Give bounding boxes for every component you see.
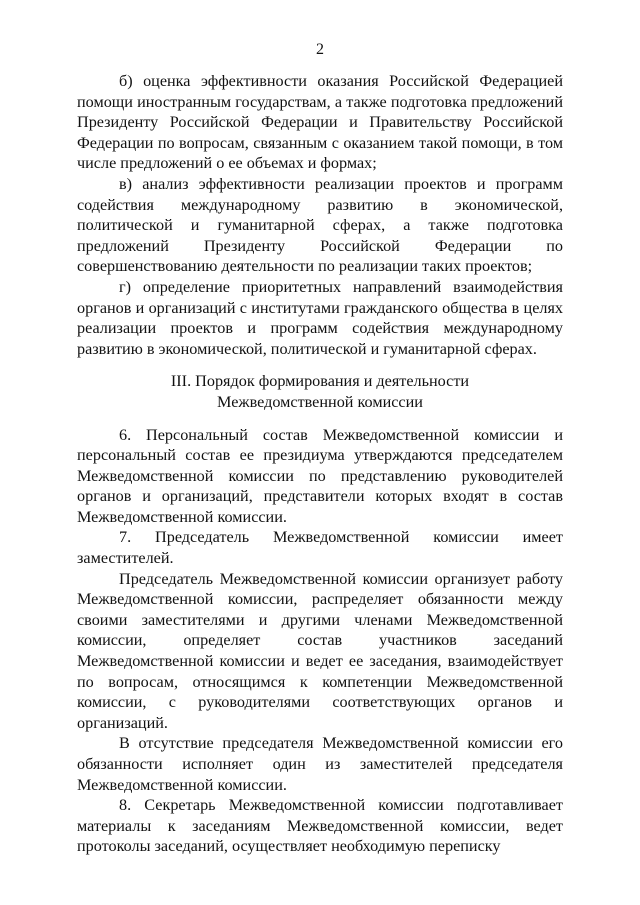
paragraph-7: 7. Председатель Межведомственной комиссии имеет заместителей. bbox=[77, 528, 563, 568]
paragraph-chairman-duties: Председатель Межведомственной комиссии организует работу Межведомственной комиссии, распределяет обязанности между своими заместителями и другими членами Межведомственной комиссии, определяет состав участников заседаний Межведомственной комиссии и ведет ее заседания, взаимодействует по вопросам, относящимся к компетенции Межведомственной комиссии, с руководителями соответствующих органов и организаций. bbox=[77, 569, 563, 732]
paragraph-b: б) оценка эффективности оказания Российской Федерацией помощи иностранным государствам, а также подготовка предложений Президенту Российской Федерации и Правительству Российской Федерации по вопросам, связанным с оказанием такой помощи, в том числе предложений о ее объемах и формах; bbox=[77, 72, 563, 173]
paragraph-v: в) анализ эффективности реализации проектов и программ содействия международному развитию в экономической, политической и гуманитарной сферах, а также подготовка предложений Президенту Российской Федерации по совершенствованию деятельности по реализации таких проектов; bbox=[77, 174, 563, 276]
document-body bbox=[77, 71, 563, 857]
section-heading-line-2: Межведомственной комиссии bbox=[217, 392, 423, 411]
section-heading-line-1: III. Порядок формирования и деятельности bbox=[170, 372, 470, 391]
paragraph-g: г) определение приоритетных направлений взаимодействия органов и организаций с институтами гражданского общества в целях реализации проектов и программ содействия международному развитию в экономической, политической и гуманитарной сферах. bbox=[77, 277, 563, 358]
page-number: 2 bbox=[316, 41, 324, 58]
section-heading bbox=[77, 371, 563, 412]
paragraph-8: 8. Секретарь Межведомственной комиссии подготавливает материалы к заседаниям Межведомственной комиссии, ведет протоколы заседаний, осуществляет необходимую переписку bbox=[77, 796, 563, 856]
paragraph-chairman-absence: В отсутствие председателя Межведомственной комиссии его обязанности исполняет один из заместителей председателя Межведомственной комиссии. bbox=[77, 734, 563, 794]
paragraph-6: 6. Персональный состав Межведомственной комиссии и персональный состав ее президиума утверждаются председателем Межведомственной комиссии по представлению руководителей органов и организаций, представители которых входят в состав Межведомственной комиссии. bbox=[77, 425, 563, 526]
